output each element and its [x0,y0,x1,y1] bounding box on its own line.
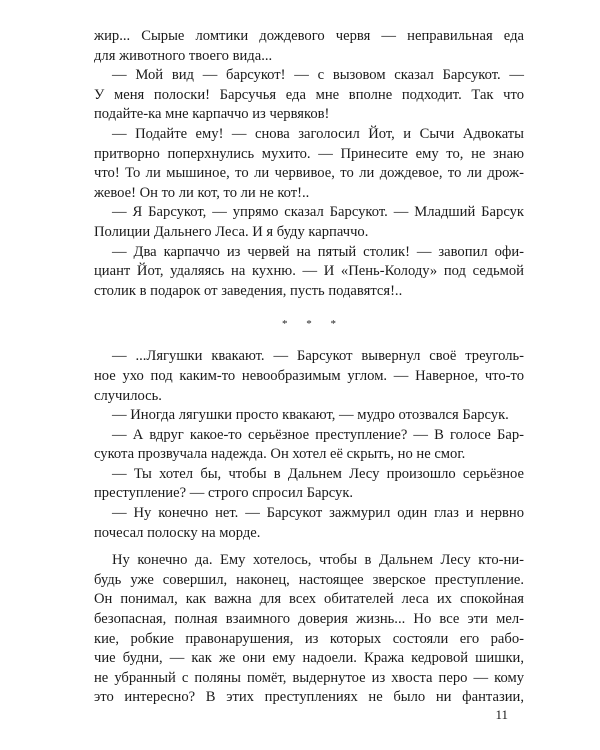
text-line: чие будни, — как же они ему надоели. Кража кедровой шишки, [94,650,524,667]
text-line: для животного твоего вида... [94,47,273,64]
text-line: будь уже совершил, наконец, настоящее зверское преступление. [94,571,524,588]
text-line: — Подайте ему! — снова заголосил Йот, и Сычи Адвокаты [112,125,524,142]
text-line: Полиции Дальнего Леса. И я буду карпаччо. [94,223,369,240]
text-line: не убранный с поляны помёт, выдернутое из хвоста перо — кому [94,669,524,686]
text-line: это интересно? В этих преступлениях не было ни фантазии, [94,689,524,706]
text-line: ное ухо под каким-то невообразимым углом. — Наверное, что-то [94,367,524,384]
text-line: циант Йот, удаляясь на кухню. — И «Пень-Колоду» под седьмой [94,263,524,280]
text-line: — Мой вид — барсукот! — с вызовом сказал Барсукот. — [112,67,524,84]
text-line: сукота прозвучала надежда. Он хотел её скрыть, но не смог. [94,446,466,463]
text-line: жевое! Он то ли кот, то ли не кот!.. [94,184,310,201]
text-line: подайте-ка мне карпаччо из червяков! [94,106,330,123]
text-line: — А вдруг какое-то серьёзное преступление? — В голосе Бар- [112,426,524,443]
text-line: жир... Сырые ломтики дождевого червя — неправильная еда [94,28,524,44]
page-number: 11 [495,707,508,722]
text-line: безопасная, полная взаимного доверия жизнь... Но все эти мел- [94,611,524,628]
text-line: случилось. [94,387,162,404]
text-line: почесал полоску на морде. [94,524,261,541]
text-line: — Я Барсукот, — упрямо сказал Барсукот. — Младший Барсук [112,204,524,221]
page-body [94,27,524,708]
text-line: У меня полоски! Барсучья еда мне вполне подходит. Так что [94,86,524,103]
text-line: Он понимал, как важна для всех обитателей леса их спокойная [94,591,524,608]
text-line: — Ты хотел бы, чтобы в Дальнем Лесу произошло серьёзное [112,465,524,482]
text-line: столик в подарок от заведения, пусть подавятся!.. [94,282,403,299]
text-line: Ну конечно да. Ему хотелось, чтобы в Дальнем Лесу кто-ни- [112,552,524,569]
text-line: притворно поперхнулись мухито. — Принесите ему то, не знаю [94,145,524,162]
text-line: преступление? — строго спросил Барсук. [94,485,354,502]
text-line: что! То ли мышиное, то ли червивое, то ли дождевое, то ли дрож- [94,165,524,182]
text-line: — Два карпаччо из червей на пятый столик! — завопил офи- [112,243,524,260]
section-separator: * * * [282,318,344,331]
text-line: — Ну конечно нет. — Барсукот зажмурил один глаз и нервно [112,505,524,522]
text-line: — ...Лягушки квакают. — Барсукот вывернул своё треуголь- [112,348,524,365]
text-line: кие, робкие правонарушения, из которых состояли его рабо- [94,630,524,647]
text-line: — Иногда лягушки просто квакают, — мудро отозвался Барсук. [112,407,509,424]
